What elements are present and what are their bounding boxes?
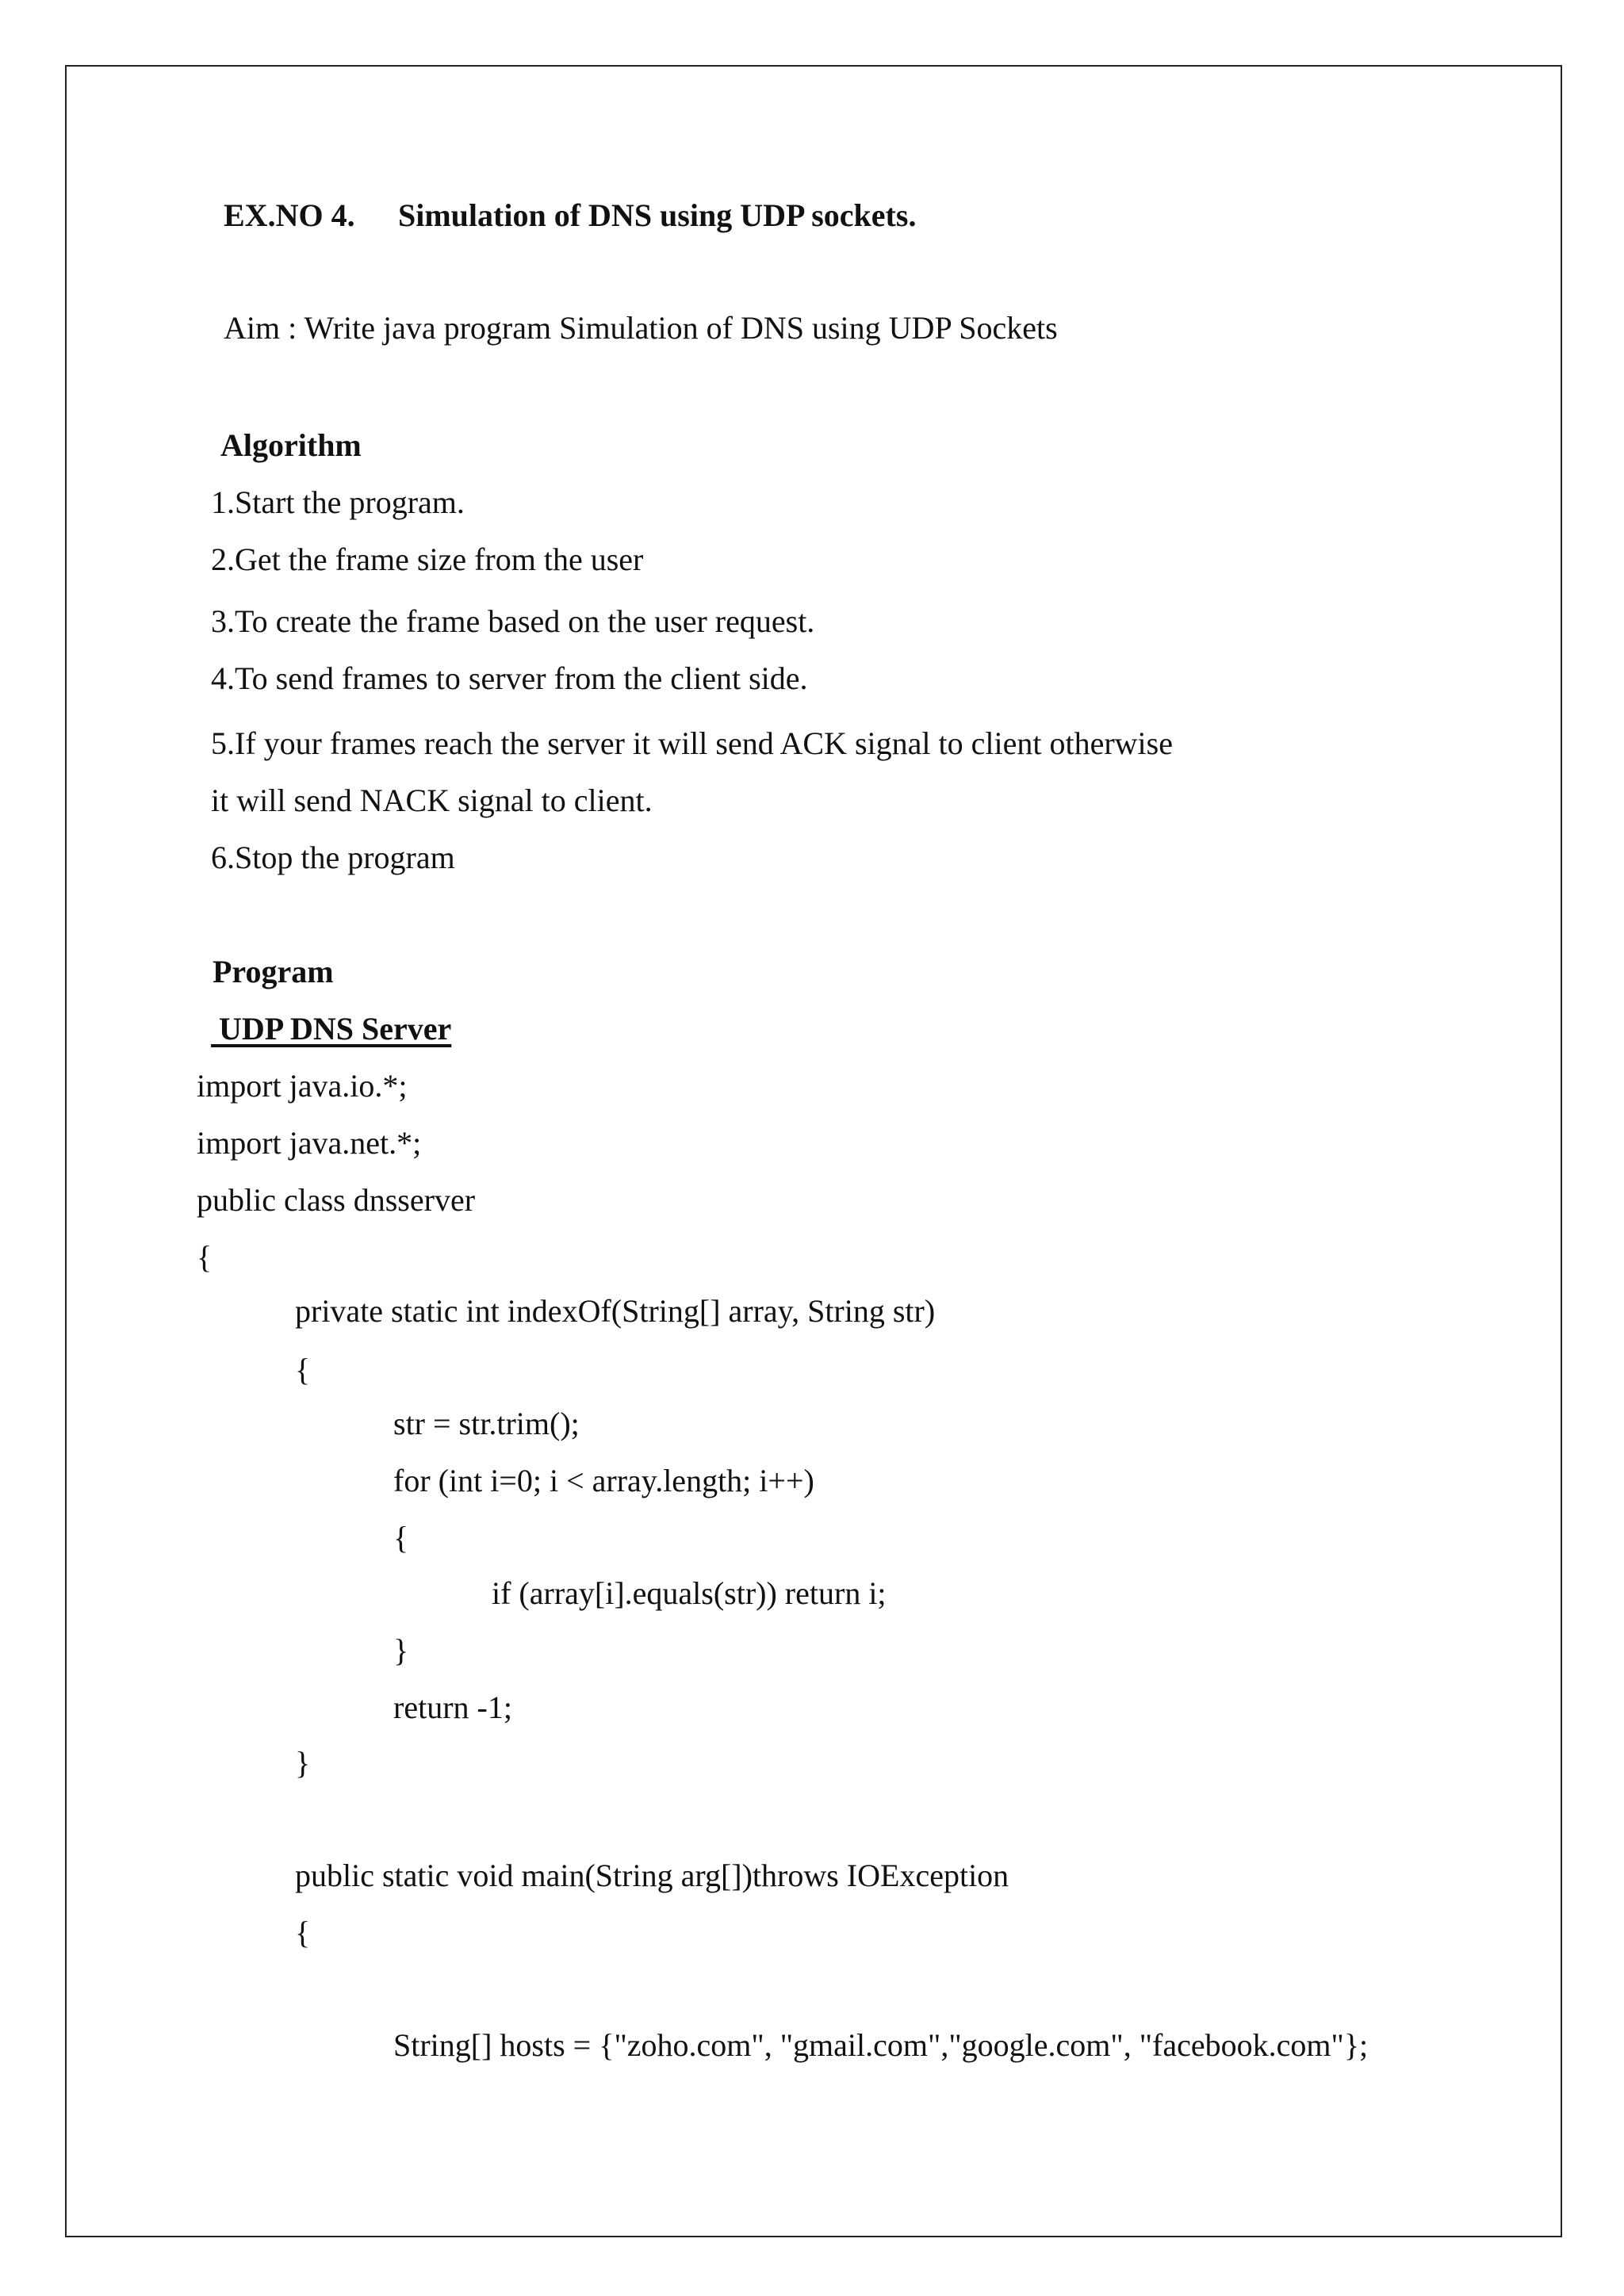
- code-line: public static void main(String arg[])throws IOException: [295, 1858, 1009, 1893]
- code-line: }: [295, 1745, 311, 1781]
- algorithm-step: 3.To create the frame based on the user request.: [211, 603, 815, 639]
- algorithm-step: it will send NACK signal to client.: [211, 783, 653, 818]
- code-line: return -1;: [393, 1689, 512, 1725]
- code-line: {: [295, 1352, 311, 1387]
- algorithm-step: 2.Get the frame size from the user: [211, 541, 644, 577]
- code-line: {: [393, 1520, 409, 1556]
- code-line: public class dnsserver: [197, 1182, 476, 1218]
- code-line: import java.net.*;: [197, 1125, 422, 1161]
- algorithm-step: 4.To send frames to server from the client side.: [211, 660, 808, 696]
- code-line: {: [197, 1239, 213, 1275]
- algorithm-step: 6.Stop the program: [211, 840, 455, 875]
- code-line: import java.io.*;: [197, 1068, 408, 1104]
- code-line: str = str.trim();: [393, 1406, 580, 1441]
- program-subheading: UDP DNS Server: [211, 1011, 452, 1047]
- code-line: }: [393, 1632, 409, 1668]
- exercise-number: EX.NO 4.: [224, 197, 355, 233]
- code-line: for (int i=0; i < array.length; i++): [393, 1463, 814, 1498]
- code-line: private static int indexOf(String[] array, String str): [295, 1293, 936, 1329]
- algorithm-heading: Algorithm: [220, 427, 362, 463]
- algorithm-step: 5.If your frames reach the server it will send ACK signal to client otherwise: [211, 725, 1173, 761]
- aim-text: Aim : Write java program Simulation of DNS using UDP Sockets: [224, 310, 1058, 346]
- code-line: {: [295, 1915, 311, 1950]
- code-line: String[] hosts = {"zoho.com", "gmail.com","google.com", "facebook.com"};: [393, 2027, 1369, 2063]
- code-line: if (array[i].equals(str)) return i;: [492, 1575, 887, 1611]
- exercise-title: Simulation of DNS using UDP sockets.: [398, 197, 917, 233]
- algorithm-step: 1.Start the program.: [211, 484, 465, 520]
- program-heading: Program: [213, 954, 334, 989]
